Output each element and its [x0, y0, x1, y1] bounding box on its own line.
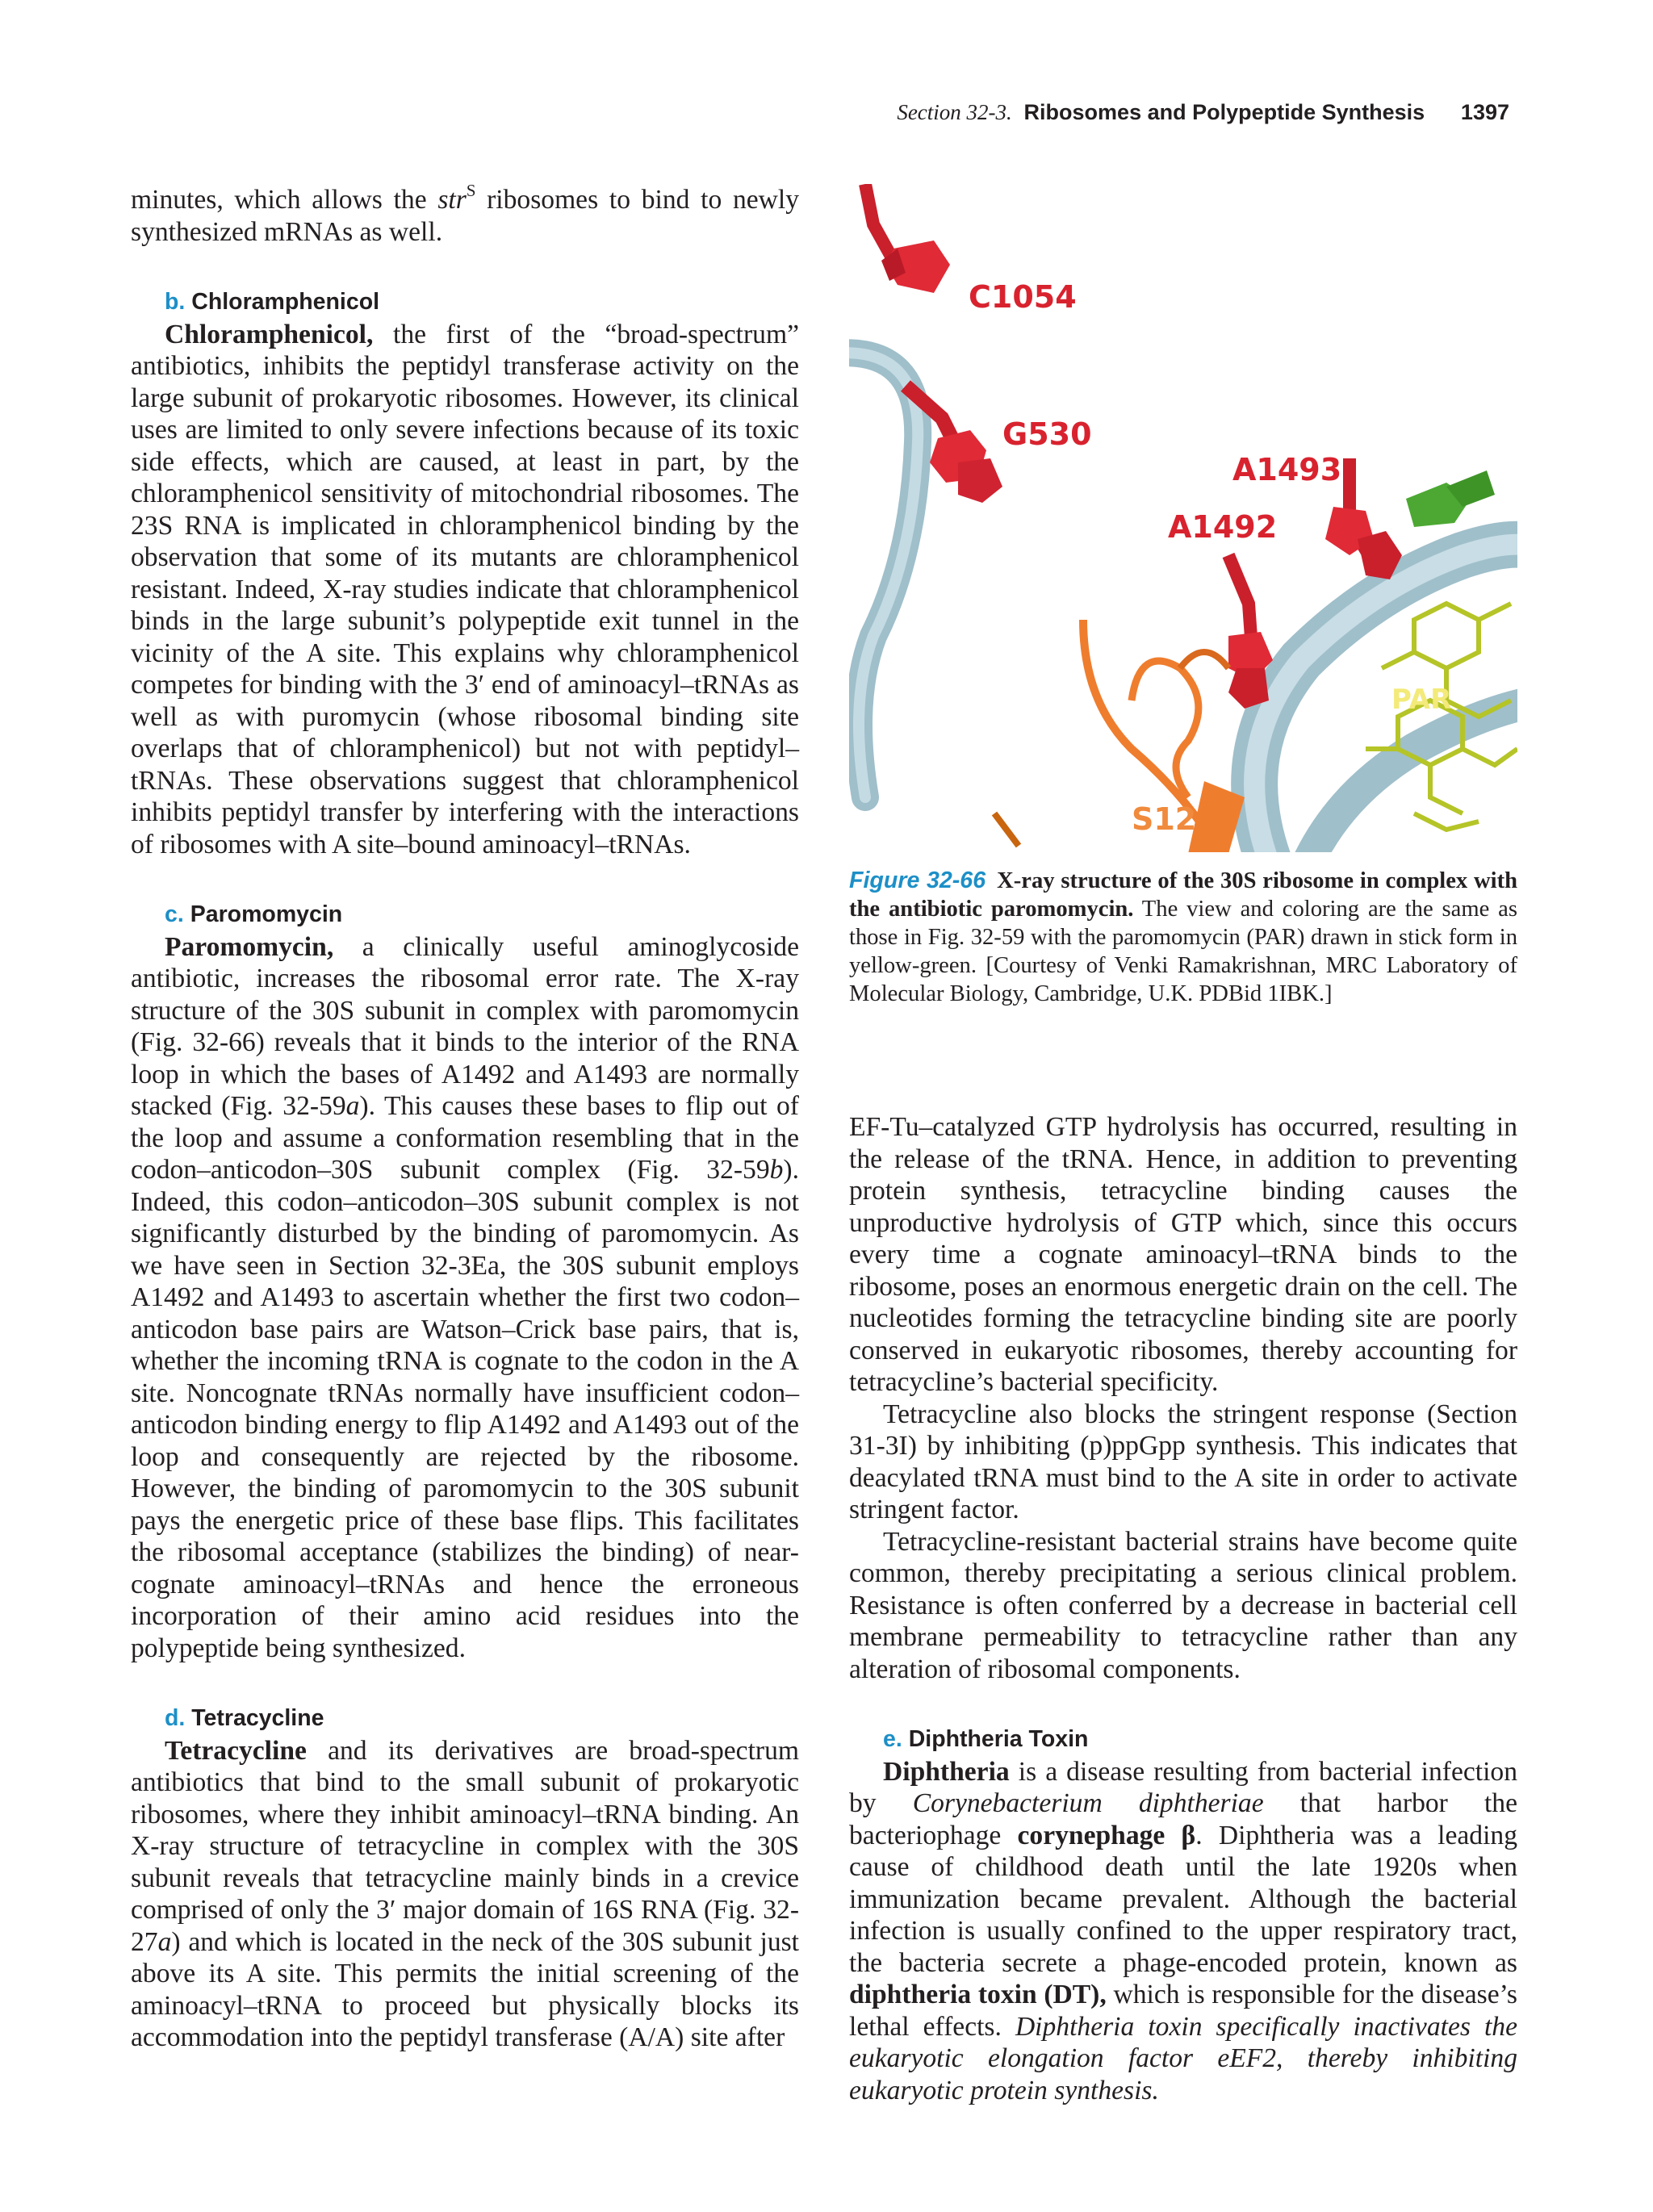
section-title: Tetracycline: [191, 1705, 324, 1731]
species-name: Corynebacterium diphtheriae: [912, 1788, 1264, 1818]
term-diphtheria: Diphtheria: [883, 1756, 1010, 1787]
label-g530: G530: [1002, 416, 1092, 452]
figure-title: X-ray structure of the 30S ribosome in complex with the antibiotic paromomycin.: [849, 868, 1518, 922]
intro-str: str: [437, 185, 467, 215]
term-diphtheria-toxin: diphtheria toxin (DT),: [849, 1980, 1107, 2009]
label-s12: S12: [1132, 801, 1197, 837]
paragraph-text: that harbor the bacteriophage: [849, 1788, 1517, 1850]
label-a1493: A1493: [1232, 452, 1342, 487]
label-c1054: C1054: [969, 279, 1077, 315]
section-heading-paromomycin: [131, 899, 799, 931]
term-tetracycline: Tetracycline: [165, 1735, 307, 1766]
intro-text-b: ribosomes to bind to newly synthesized mRNAs as well.: [131, 185, 800, 247]
fig-part: a: [345, 1091, 360, 1121]
chloramphenicol-paragraph: [131, 319, 799, 861]
figure-caption-text: The view and coloring are the same as those in Fig. 32-59 with the paromomycin (PAR) drawn in stick form in yellow-green. [Courtesy of Venki Ramakrishnan, MRC Laboratory of Molecular Biology, Cambridge, U.K. PDBid 1IBK.]: [849, 897, 1517, 1006]
italic-summary: Diphtheria toxin specifically inactivates the eukaryotic elongation factor eEF2, thereby inhibiting eukaryotic protein synthesis.: [849, 2011, 1517, 2105]
figure-32-66-image: [849, 184, 1517, 852]
running-head-section: Section 32-3.: [897, 100, 1012, 124]
figure-caption: [849, 867, 1517, 1008]
paragraph-text: which is responsible for the disease’s lethal effects.: [849, 1980, 1518, 2042]
section-heading-chloramphenicol: [131, 286, 799, 319]
ribosome-structure-illustration: [849, 184, 1517, 852]
section-letter: b.: [165, 289, 186, 315]
right-column: [849, 1111, 1517, 2106]
label-par: PAR: [1391, 684, 1452, 716]
section-title: Chloramphenicol: [191, 289, 380, 315]
figure-label: Figure 32-66: [849, 868, 986, 893]
paragraph-text: ) and which is located in the neck of the 30S subunit just above its A site. This permits the initial screening of the aminoacyl–tRNA to proceed but physically blocks its accommodation into the peptidyl transferase (A/A) site after: [131, 1926, 799, 2052]
term-corynephage: corynephage β: [1017, 1820, 1196, 1850]
paragraph-text: . Diphtheria was a leading cause of childhood death until the late 1920s when immunization became prevalent. Although the bacterial infection is usually confined to the upper respiratory tract, the bacteria secrete a phage-encoded protein, known as: [849, 1820, 1517, 1978]
paragraph-text: a clinically useful aminoglycoside antibiotic, increases the ribosomal error rate. The X-ray structure of the 30S subunit in complex with paromomycin (Fig. 32-66) reveals that it binds to the interior of the RNA loop in which the bases of A1492 and A1493 are normally stacked (Fig. 32-59: [131, 931, 799, 1121]
intro-sup: S: [466, 181, 476, 201]
right-paragraph-1: EF-Tu–catalyzed GTP hydrolysis has occurred, resulting in the release of the tRNA. Hence, in addition to preventing protein synthesis, tetracycline binding causes the unproductive hydrolysis of GTP which, since this occurs every time a cognate aminoacyl–tRNA binds to the ribosome, poses an enormous energetic drain on the cell. The nucleotides forming the tetracycline binding site are poorly conserved in eukaryotic ribosomes, thereby accounting for tetracycline’s bacterial specificity.: [849, 1112, 1517, 1397]
section-heading-tetracycline: [131, 1703, 799, 1735]
paromomycin-paragraph: [131, 931, 799, 1665]
right-paragraph-2: Tetracycline also blocks the stringent response (Section 31-3I) by inhibiting (p)ppGpp synthesis. This indicates that deacylated tRNA must bind to the A site in order to activate stringent factor.: [849, 1399, 1517, 1524]
section-letter: e.: [883, 1726, 902, 1752]
paragraph-text: ). Indeed, this codon–anticodon–30S subunit complex is not significantly disturbed by the binding of paromomycin. As we have seen in Section 32-3Ea, the 30S subunit employs A1492 and A1493 to ascertain whether the first two codon–anticodon base pairs are Watson–Crick base pairs, that is, whether the incoming tRNA is cognate to the codon in the A site. Noncognate tRNAs normally have insufficient codon–anticodon binding energy to flip A1492 and A1493 out of the loop and consequently are rejected by the ribosome. However, the binding of paromomycin to the 30S subunit pays the energetic price of these base flips. This facilitates the ribosomal acceptance (stabilizes the binding) of near-cognate aminoacyl–tRNAs and hence the erroneous incorporation of their amino acid residues into the polypeptide being synthesized.: [131, 1155, 799, 1663]
intro-text-a: minutes, which allows the: [131, 185, 438, 215]
running-head-chapter: Ribosomes and Polypeptide Synthesis: [1023, 100, 1425, 124]
section-letter: c.: [165, 901, 184, 927]
fig-part: b: [769, 1155, 784, 1185]
left-column: [131, 181, 800, 2054]
right-paragraph-3: Tetracycline-resistant bacterial strains have become quite common, thereby precipitating a serious clinical problem. Resistance is often conferred by a decrease in bacterial cell membrane permeability to tetracycline rather than any alteration of ribosomal components.: [849, 1526, 1517, 1684]
fig-part: a: [157, 1926, 172, 1957]
section-heading-diphtheria-toxin: [849, 1724, 1517, 1756]
paragraph-text: ). This causes these bases to flip out of the loop and assume a conformation resembling that in the codon–anticodon–30S subunit complex (Fig. 32-59: [131, 1091, 799, 1185]
term-paromomycin: Paromomycin,: [165, 931, 334, 962]
term-chloramphenicol: Chloramphenicol,: [165, 319, 374, 349]
tetracycline-paragraph: [131, 1735, 799, 2054]
paragraph-text: and its derivatives are broad-spectrum antibiotics that bind to the small subunit of prokaryotic ribosomes, where they inhibit aminoacyl–tRNA binding. An X-ray structure of tetracycline in complex with the 30S subunit reveals that tetracycline mainly binds in a crevice comprised of only the 3′ major domain of 16S RNA (Fig. 32-27: [131, 1735, 799, 1957]
section-title: Paromomycin: [190, 901, 343, 927]
intro-paragraph: [131, 181, 800, 248]
section-letter: d.: [165, 1705, 186, 1731]
section-title: Diphtheria Toxin: [908, 1726, 1089, 1752]
paragraph-text: is a disease resulting from bacterial infection by: [849, 1756, 1517, 1818]
diphtheria-paragraph: [849, 1756, 1517, 2107]
label-a1492: A1492: [1168, 509, 1278, 545]
running-head: [897, 100, 1509, 125]
paragraph-text: the first of the “broad-spectrum” antibiotics, inhibits the peptidyl transferase activity on the large subunit of prokaryotic ribosomes. However, its clinical uses are limited to only severe infections because of its toxic side effects, which are caused, at least in part, by the chloramphenicol sensitivity of mitochondrial ribosomes. The 23S RNA is implicated in chloramphenicol binding by the observation that some of its mutants are chloramphenicol resistant. Indeed, X-ray studies indicate that chloramphenicol binds in the large subunit’s polypeptide exit tunnel in the vicinity of the A site. This explains why chloramphenicol competes for binding with the 3′ end of aminoacyl–tRNAs as well as with puromycin (whose ribosomal binding site overlaps that of chloramphenicol) but not with peptidyl–tRNAs. These observations suggest that chloramphenicol inhibits peptidyl transfer by interfering with the interactions of ribosomes with A site–bound aminoacyl–tRNAs.: [131, 319, 799, 859]
page-number: 1397: [1460, 100, 1509, 124]
